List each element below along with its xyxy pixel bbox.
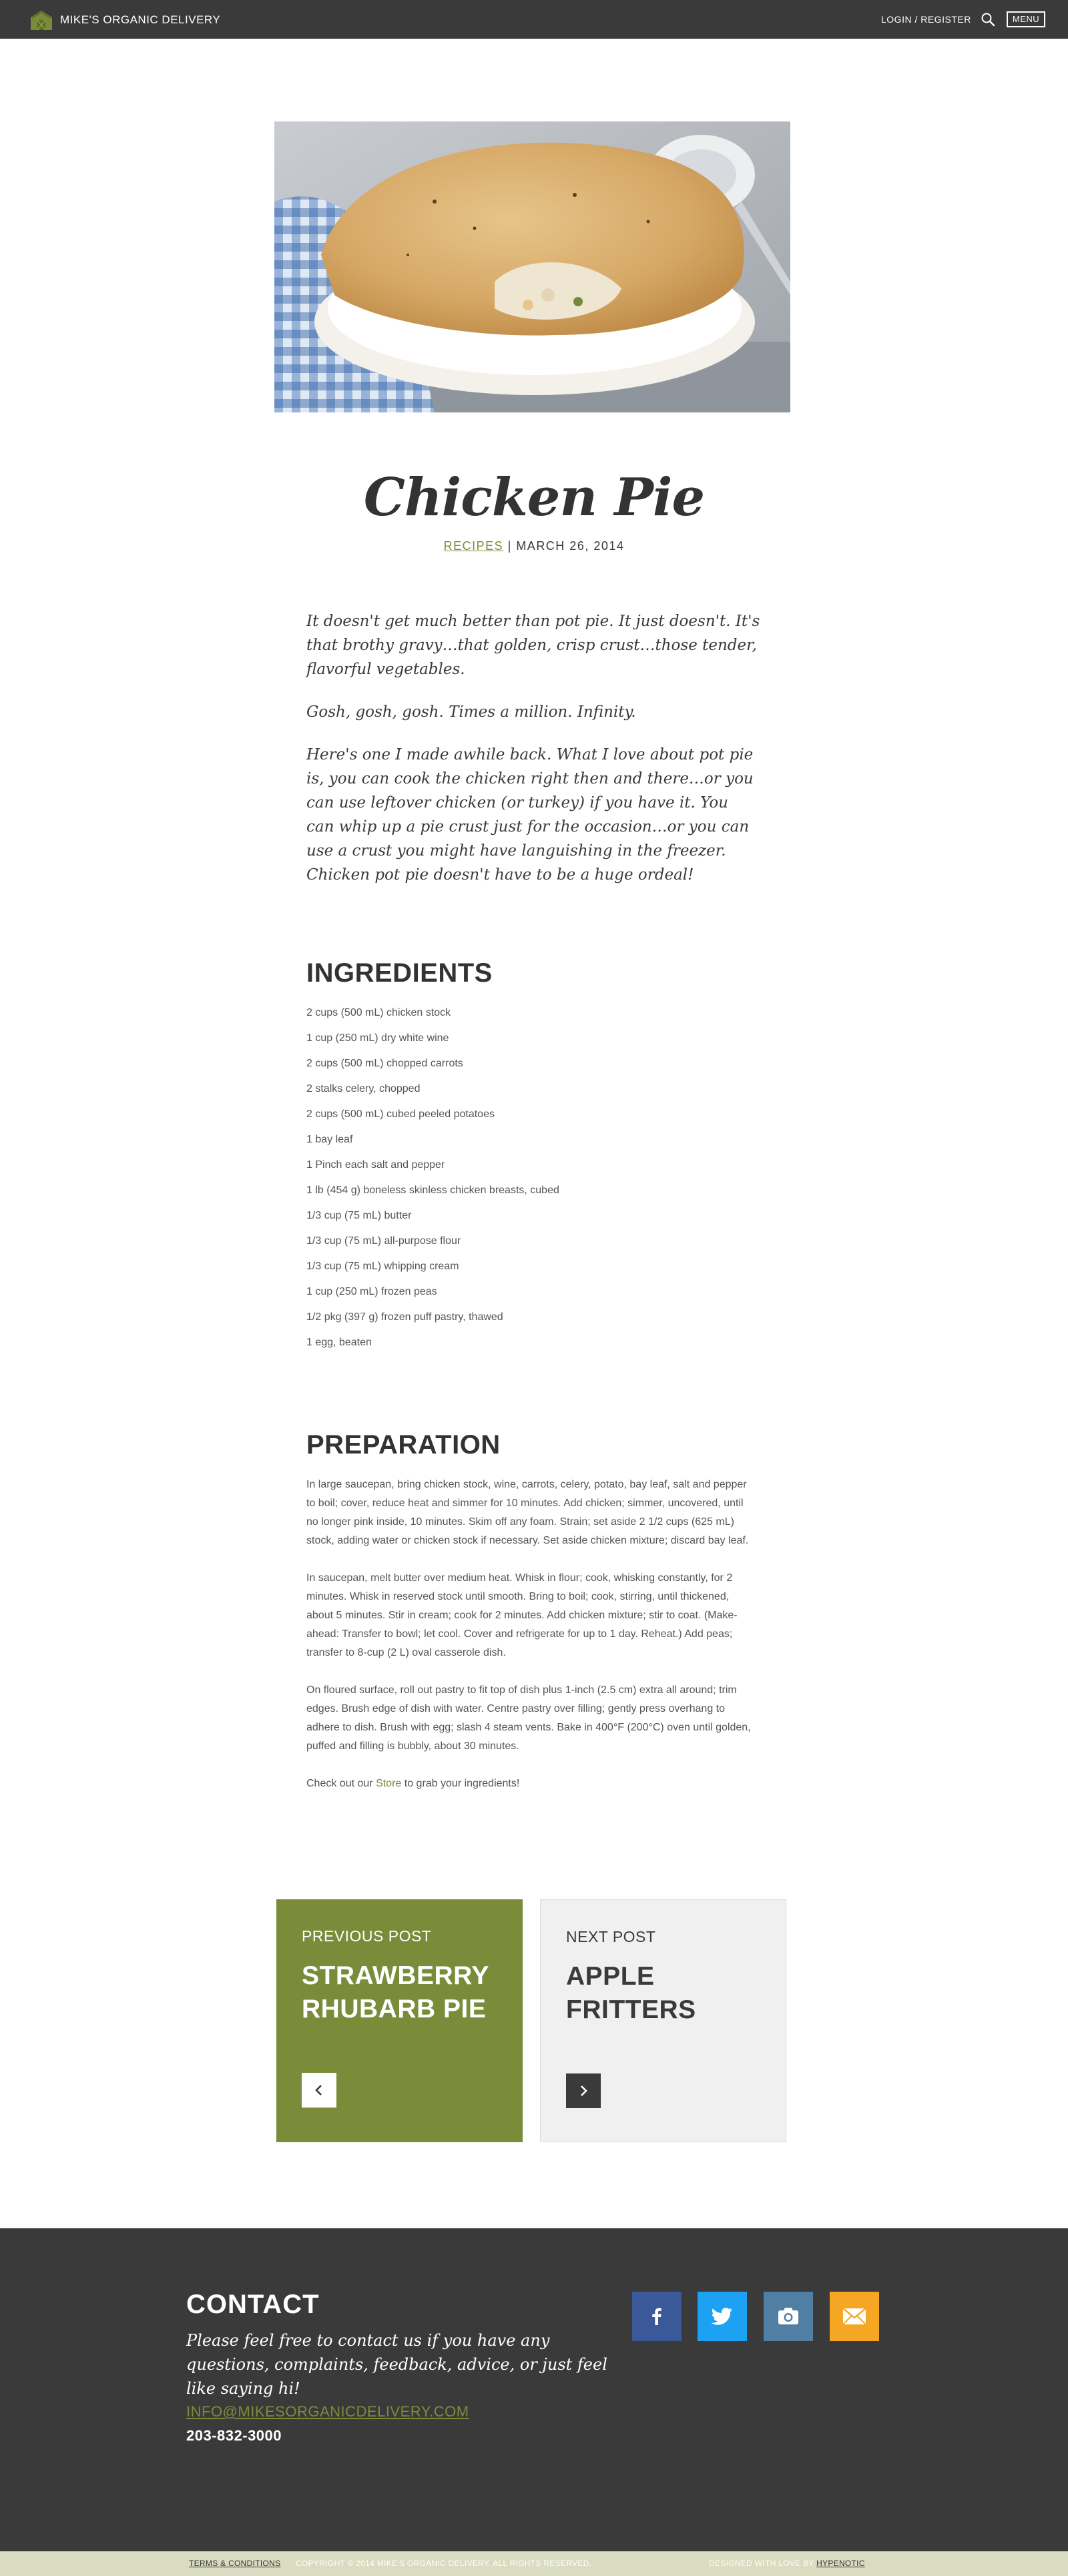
ingredient-item: 1 cup (250 mL) frozen peas	[306, 1286, 437, 1297]
ingredient-item: 2 cups (500 mL) cubed peeled potatoes	[306, 1108, 495, 1120]
next-post-button[interactable]	[566, 2073, 601, 2108]
chevron-left-icon	[314, 2084, 324, 2096]
footer	[0, 2228, 1068, 2551]
next-post-label: NEXT POST	[566, 1928, 656, 1945]
post-title: Chicken Pie	[363, 467, 705, 528]
ingredient-item: 1 lb (454 g) boneless skinless chicken breasts, cubed	[306, 1185, 559, 1196]
designed-by-text: DESIGNED WITH LOVE BY	[709, 2559, 817, 2568]
ingredient-item: 1 Pinch each salt and pepper	[306, 1159, 445, 1171]
designed-by	[709, 2559, 865, 2568]
ingredient-item: 1 egg, beaten	[306, 1337, 372, 1348]
post-date: MARCH 26, 2014	[516, 539, 625, 553]
next-post-card[interactable]	[540, 1899, 786, 2142]
intro-paragraph: Here's one I made awhile back. What I love about pot pie is, you can cook the chicken right then and there…or you can use leftover chicken (or turkey) if you have it. You can whip up a pie crust just for the occasion…or you can use a crust you might have languishing in the freezer. Chicken pot pie doesn't have to be a huge ordeal!	[306, 746, 754, 884]
preparation-step: On floured surface, roll out pastry to fit top of dish plus 1-inch (2.5 cm) extra all around; trim edges. Brush edge of dish with water. Centre pastry over filling; gently press overhang to adhere to dish. Brush with egg; slash 4 steam vents. Bake in 400°F (200°C) oven until golden, puffed and filling is bubbly, about 30 minutes.	[306, 1684, 751, 1752]
store-callout-text: to grab your ingredients!	[401, 1778, 520, 1789]
facebook-link[interactable]	[632, 2292, 682, 2341]
previous-post-card[interactable]	[276, 1899, 523, 2142]
next-post-title: APPLE FRITTERS	[566, 1962, 696, 2024]
hero-image	[274, 121, 790, 412]
menu-button[interactable]: MENU	[1007, 11, 1045, 27]
ingredients-list	[306, 1006, 559, 1361]
twitter-link[interactable]	[698, 2292, 747, 2341]
post-meta	[0, 539, 1068, 553]
designer-link[interactable]: HYPENOTIC	[816, 2559, 865, 2568]
brand-link[interactable]	[29, 9, 220, 31]
meta-separator: |	[503, 539, 517, 553]
ingredient-item: 1/3 cup (75 mL) whipping cream	[306, 1261, 459, 1272]
contact-email-link[interactable]: INFO@MIKESORGANICDELIVERY.COM	[186, 2403, 469, 2420]
contact-heading: CONTACT	[186, 2290, 320, 2319]
brand-name: MIKE'S ORGANIC DELIVERY	[60, 13, 221, 26]
previous-post-label: PREVIOUS POST	[302, 1927, 432, 1945]
copyright-text: COPYRIGHT © 2014 MIKE'S ORGANIC DELIVERY. ALL RIGHTS RESERVED.	[296, 2559, 592, 2568]
preparation-steps	[306, 1476, 758, 1812]
ingredient-item: 1/2 pkg (397 g) frozen puff pastry, thawed	[306, 1311, 503, 1323]
contact-text: Please feel free to contact us if you have any questions, complaints, feedback, advice, or just feel like saying hi!	[186, 2331, 607, 2398]
top-navigation-bar	[0, 0, 1068, 39]
category-link[interactable]: RECIPES	[443, 539, 504, 553]
ingredients-heading: INGREDIENTS	[306, 958, 493, 988]
intro-paragraph: Gosh, gosh, gosh. Times a million. Infinity.	[306, 703, 636, 721]
barn-logo-icon	[29, 9, 53, 31]
ingredient-item: 1/3 cup (75 mL) all-purpose flour	[306, 1235, 461, 1247]
preparation-step: In saucepan, melt butter over medium heat. Whisk in flour; cook, whisking constantly, for 2 minutes. Whisk in reserved stock until smooth. Bring to boil; cook, stirring, until thickened, about 5 minutes. Stir in cream; cook for 2 minutes. Add chicken mixture; stir to coat. (Make-ahead: Transfer to bowl; let cool. Cover and refrigerate for up to 1 day. Reheat.) Add peas; transfer to 8-cup (2 L) oval casserole dish.	[306, 1572, 738, 1658]
contact-phone: 203-832-3000	[186, 2427, 282, 2444]
bottom-bar	[0, 2551, 1068, 2576]
ingredient-item: 1/3 cup (75 mL) butter	[306, 1210, 412, 1221]
post-intro	[306, 609, 760, 906]
twitter-icon	[711, 2306, 734, 2326]
instagram-icon	[778, 2307, 799, 2326]
terms-link[interactable]: TERMS & CONDITIONS	[189, 2559, 281, 2568]
ingredient-item: 2 stalks celery, chopped	[306, 1083, 421, 1094]
store-callout	[306, 1775, 758, 1793]
preparation-heading: PREPARATION	[306, 1430, 501, 1460]
ingredient-item: 1 cup (250 mL) dry white wine	[306, 1032, 449, 1044]
instagram-link[interactable]	[764, 2292, 813, 2341]
ingredient-item: 2 cups (500 mL) chopped carrots	[306, 1058, 463, 1069]
preparation-step: In large saucepan, bring chicken stock, wine, carrots, celery, potato, bay leaf, salt and pepper to boil; cover, reduce heat and simmer for 10 minutes. Add chicken; simmer, uncovered, until no longer pink inside, 10 minutes. Skim off any foam. Strain; set aside 2 1/2 cups (625 mL) stock, adding water or chicken stock if necessary. Set aside chicken mixture; discard bay leaf.	[306, 1479, 749, 1546]
store-callout-text: Check out our	[306, 1778, 376, 1789]
intro-paragraph: It doesn't get much better than pot pie. It just doesn't. It's that brothy gravy…that golden, crisp crust…those tender, flavorful vegetables.	[306, 613, 760, 678]
ingredient-item: 2 cups (500 mL) chicken stock	[306, 1007, 451, 1018]
ingredient-item: 1 bay leaf	[306, 1134, 353, 1145]
previous-post-button[interactable]	[302, 2073, 336, 2108]
store-link[interactable]: Store	[376, 1778, 402, 1789]
search-icon[interactable]	[981, 12, 995, 27]
previous-post-title: STRAWBERRY RHUBARB PIE	[302, 1961, 489, 2023]
email-link[interactable]	[830, 2292, 879, 2341]
login-register-link[interactable]: LOGIN / REGISTER	[881, 14, 971, 25]
email-icon	[842, 2308, 866, 2325]
chevron-right-icon	[579, 2085, 588, 2097]
facebook-icon	[647, 2306, 667, 2326]
